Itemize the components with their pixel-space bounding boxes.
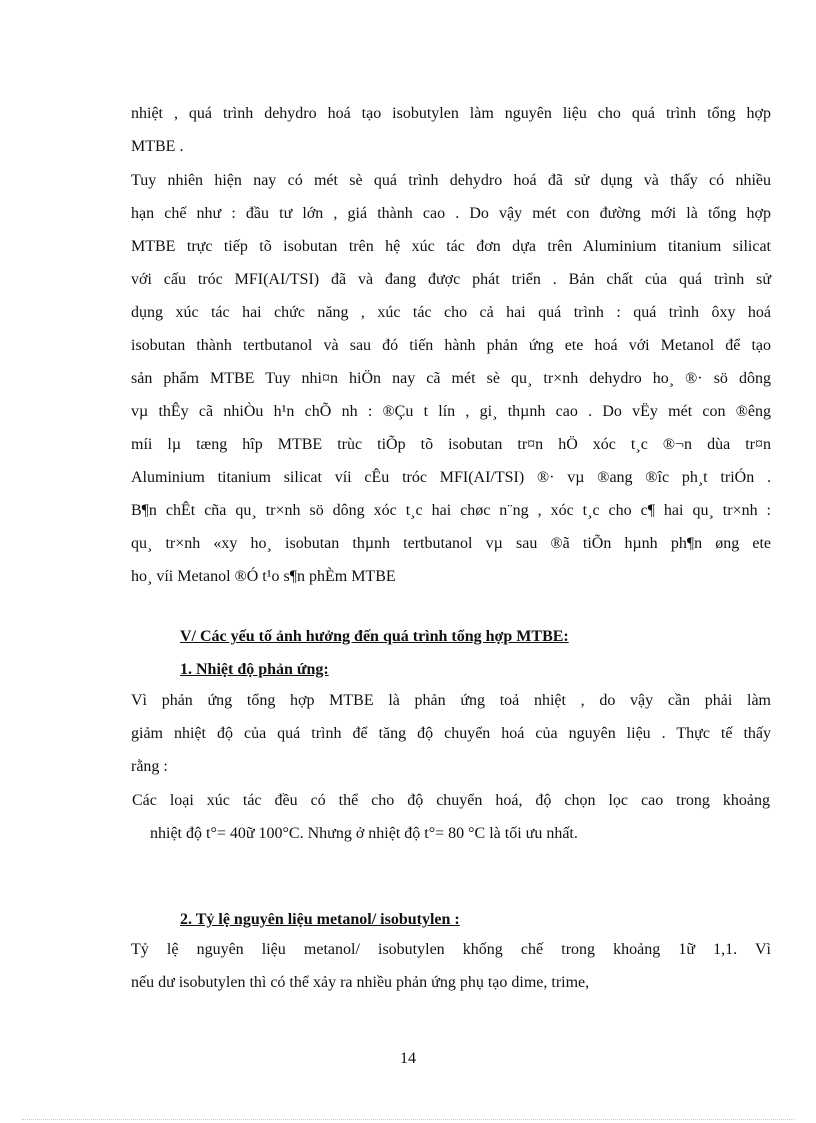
text-line: vµ thÊy cã nhiÒu h¹n chÕ nh : ®Çu t lín , gi¸ thµnh cao . Do vËy mét con ®êng <box>131 403 771 420</box>
text-line: míi lµ tæng hîp MTBE trùc tiÕp tõ isobutan tr¤n hÖ xóc t¸c ®¬n dùa tr¤n <box>131 436 771 453</box>
text-line: hạn chế như : đầu tư lớn , giá thành cao . Do vậy mét con đường mới là tổng hợp <box>131 205 771 222</box>
text-line: MTBE . <box>131 138 184 155</box>
text-line: Các loại xúc tác đều có thể cho độ chuyển hoá, độ chọn lọc cao trong khoảng <box>132 792 770 809</box>
text-line: nếu dư isobutylen thì có thể xảy ra nhiều phản ứng phụ tạo dime, trime, <box>131 974 590 991</box>
text-line: qu¸ tr×nh «xy ho¸ isobutan thµnh tertbutanol vµ sau ®ã tiÕn hµnh ph¶n øng ete <box>131 535 771 552</box>
text-line: dụng xúc tác hai chức năng , xúc tác cho cả hai quá trình : quá trình ôxy hoá <box>131 304 771 321</box>
text-line: giảm nhiệt độ của quá trình để tăng độ chuyển hoá của nguyên liệu . Thực tế thấy <box>131 725 771 742</box>
subsection-heading: 1. Nhiệt độ phản ứng: <box>180 661 329 678</box>
text-line: ho¸ víi Metanol ®Ó t¹o s¶n phÈm MTBE <box>131 568 396 585</box>
page-bottom-divider <box>22 1119 794 1120</box>
text-line: Vì phản ứng tổng hợp MTBE là phản ứng toả nhiệt , do vậy cần phải làm <box>131 692 771 709</box>
text-line: Aluminium titanium silicat víi cÊu tróc MFI(AI/TSI) ®· vµ ®ang ®îc ph¸t triÓn . <box>131 469 771 486</box>
subsection-heading: 2. Tỷ lệ nguyên liệu metanol/ isobutylen : <box>180 911 460 928</box>
text-line: isobutan thành tertbutanol và sau đó tiến hành phản ứng ete hoá với Metanol để tạo <box>131 337 771 354</box>
text-line: sản phẩm MTBE Tuy nhi¤n hiÖn nay cã mét sè qu¸ tr×nh dehydro ho¸ ®· sö dông <box>131 370 771 387</box>
text-line: rằng : <box>131 758 168 775</box>
text-line: B¶n chÊt cña qu¸ tr×nh sö dông xóc t¸c hai chøc n¨ng , xóc t¸c cho c¶ hai qu¸ tr×nh : <box>131 502 771 519</box>
page-number: 14 <box>400 1050 416 1067</box>
text-line: nhiệt , quá trình dehydro hoá tạo isobutylen làm nguyên liệu cho quá trình tổng hợp <box>131 105 771 122</box>
text-line: MTBE trực tiếp tõ isobutan trên hệ xúc tác đơn dựa trên Aluminium titanium silicat <box>131 238 771 255</box>
text-line: nhiệt độ t°= 40ữ 100°C. Nhưng ở nhiệt độ t°= 80 °C là tối ưu nhất. <box>150 825 578 842</box>
text-line: Tỷ lệ nguyên liệu metanol/ isobutylen khống chế trong khoảng 1ữ 1,1. Vì <box>131 941 771 958</box>
text-line: với cấu tróc MFI(AI/TSI) đã và đang được phát triển . Bản chất của quá trình sử <box>131 271 771 288</box>
text-line: Tuy nhiên hiện nay có mét sè quá trình dehydro hoá đã sử dụng và thấy có nhiều <box>131 172 771 189</box>
section-heading: V/ Các yếu tố ảnh hưởng đến quá trình tổng hợp MTBE: <box>180 628 569 645</box>
